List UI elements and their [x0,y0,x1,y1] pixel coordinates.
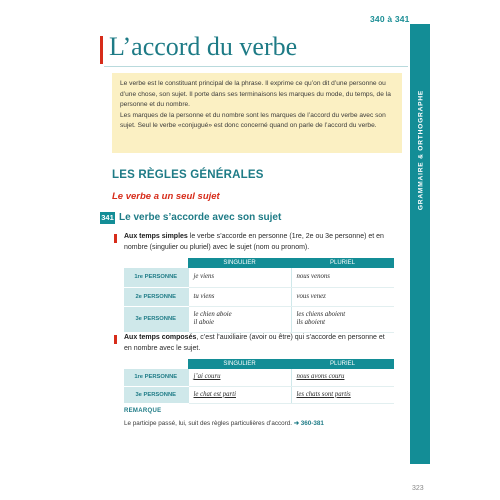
singulier-cell: je viens [188,268,291,287]
section-heading: LES RÈGLES GÉNÉRALES [112,169,264,181]
table-row [124,369,394,386]
pluriel-cell: nous avons couru [291,369,394,386]
pluriel-cell: les chiens aboient ils aboient [291,306,394,332]
row-label: 1re PERSONNE [124,369,188,386]
table-corner [124,258,188,268]
table-row [124,306,394,332]
page-range: 340 à 341 [370,14,410,24]
singulier-cell: le chat est parti [188,386,291,403]
intro-paragraph-1: Le verbe est le constituant principal de la phrase. Il exprime ce qu’on dit d’une personne ou d’une chose, son sujet. Il porte dans ses terminaisons les marques du mode, du temps, de la personne et du nombre. [120,80,391,109]
simple-tenses-text: le verbe s’accorde en personne (1re, 2e ou 3e personne) et en nombre (singulier ou pluriel) avec le sujet (nom ou pronom). [124,233,384,251]
table-row [124,268,394,287]
singulier-cell: le chien aboie il aboie [188,306,291,332]
title-accent-bar [100,36,103,64]
header-pluriel: PLURIEL [291,359,394,369]
intro-box [112,73,402,153]
header-singulier: SINGULIER [188,258,291,268]
row-label: 1re PERSONNE [124,268,188,287]
page-title: L’accord du verbe [109,32,298,61]
compound-tenses-table [124,359,394,404]
compound-tenses-bold: Aux temps composés [124,334,197,341]
title-divider [104,66,408,67]
table-row [124,287,394,306]
subsection-heading: Le verbe a un seul sujet [112,191,220,202]
remarque-label: REMARQUE [124,408,162,414]
pluriel-cell: les chats sont partis [291,386,394,403]
row-label: 3e PERSONNE [124,386,188,403]
rule-title: Le verbe s’accorde avec son sujet [119,212,282,223]
row-label: 3e PERSONNE [124,306,188,332]
paragraph-marker [114,234,117,243]
side-tab [410,24,430,464]
remarque-text [124,420,324,427]
simple-tenses-bold: Aux temps simples [124,233,188,240]
page-number: 323 [412,485,424,492]
simple-tenses-paragraph [124,232,394,253]
intro-paragraph-2: Les marques de la personne et du nombre sont les marques de l’accord du verbe avec son sujet. Seul le verbe «conjugué» est donc concerné quand on parle de l’accord du verbe. [120,111,386,130]
singulier-cell: j’ai couru [188,369,291,386]
rule-number-badge: 341 [101,213,114,222]
compound-tenses-text: , c’est l’auxiliaire (avoir ou être) qui s’accorde en personne et en nombre avec le sujet. [124,334,385,352]
simple-tenses-table [124,258,394,333]
cross-reference-link[interactable]: ➜ 360-381 [293,420,324,427]
pluriel-cell: vous venez [291,287,394,306]
side-tab-label: GRAMMAIRE & ORTHOGRAPHE [417,89,425,211]
table-corner [124,359,188,369]
header-singulier: SINGULIER [188,359,291,369]
singulier-cell: tu viens [188,287,291,306]
paragraph-marker [114,335,117,344]
remarque-body: Le participe passé, lui, suit des règles particulières d’accord. [124,420,294,427]
pluriel-cell: nous venons [291,268,394,287]
table-row [124,386,394,403]
header-pluriel: PLURIEL [291,258,394,268]
row-label: 2e PERSONNE [124,287,188,306]
compound-tenses-paragraph [124,333,394,354]
